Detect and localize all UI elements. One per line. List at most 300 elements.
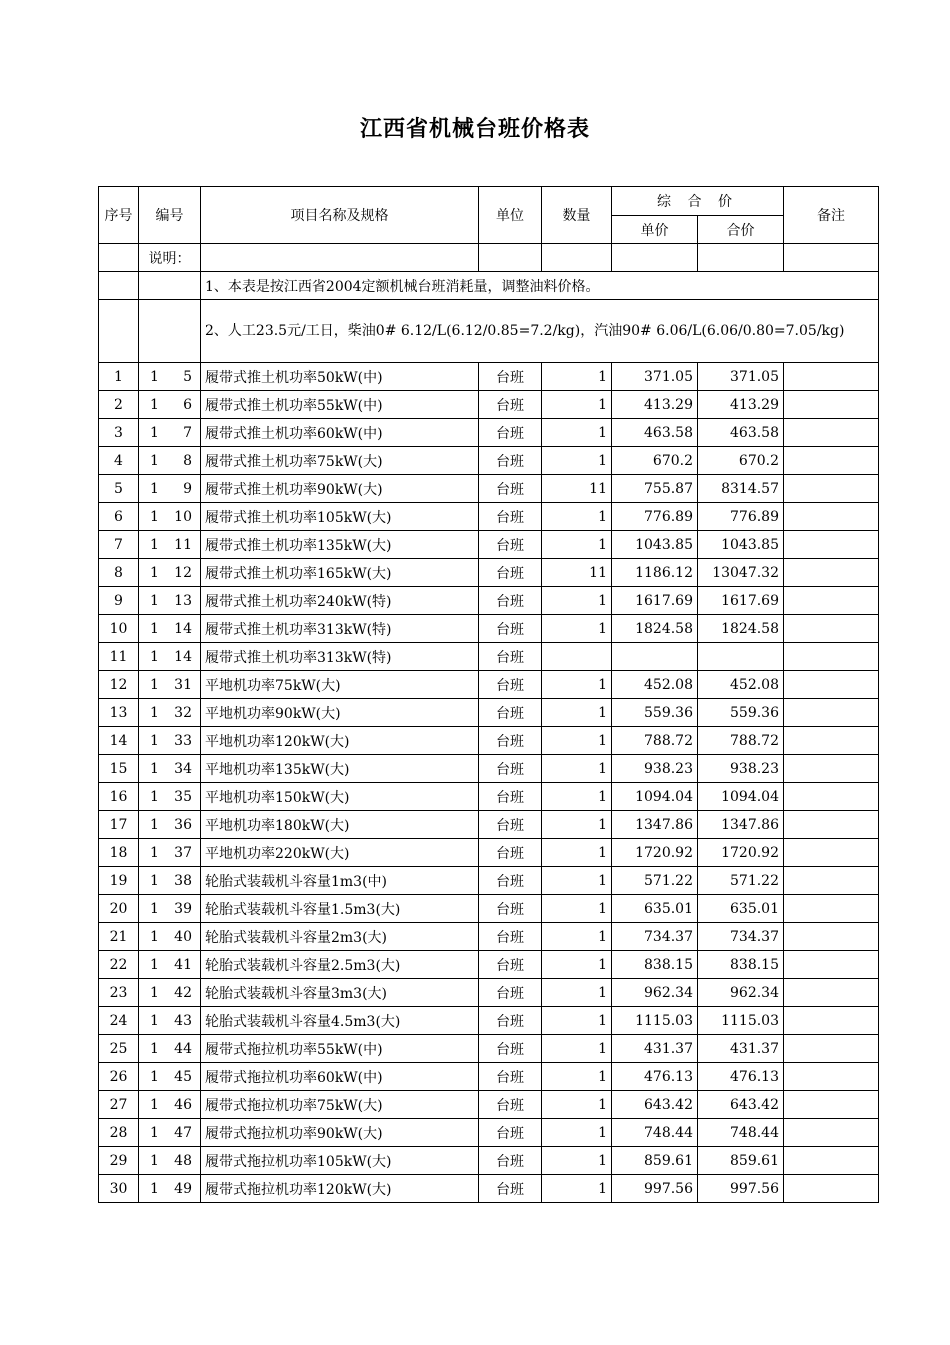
cell-seq: 26 [99, 1063, 139, 1091]
cell-name: 平地机功率120kW(大) [201, 727, 479, 755]
cell-remark [784, 1035, 879, 1063]
cell-unit-price: 1720.92 [612, 839, 698, 867]
notes-label-row [99, 244, 879, 272]
cell-seq: 20 [99, 895, 139, 923]
cell-seq: 8 [99, 559, 139, 587]
cell-qty: 1 [542, 783, 612, 811]
cell-name: 履带式推土机功率55kW(中) [201, 391, 479, 419]
cell-code [139, 1063, 201, 1091]
table-row [99, 727, 879, 755]
code-item: 14 [174, 620, 192, 637]
code-chapter: 1 [150, 1152, 159, 1169]
cell-code [139, 755, 201, 783]
cell-unit: 台班 [479, 755, 542, 783]
cell-total-price: 788.72 [698, 727, 784, 755]
table-row [99, 1063, 879, 1091]
cell-seq: 11 [99, 643, 139, 671]
cell-name: 履带式拖拉机功率105kW(大) [201, 1147, 479, 1175]
cell-unit-price: 1094.04 [612, 783, 698, 811]
table-row [99, 643, 879, 671]
cell-total-price: 371.05 [698, 363, 784, 391]
cell-qty: 1 [542, 755, 612, 783]
cell-code [139, 531, 201, 559]
table-row [99, 531, 879, 559]
cell-unit-price [612, 643, 698, 671]
cell-qty: 1 [542, 895, 612, 923]
cell-name: 履带式推土机功率50kW(中) [201, 363, 479, 391]
code-chapter: 1 [150, 1124, 159, 1141]
cell-remark [784, 643, 879, 671]
table-row [99, 1147, 879, 1175]
cell-unit-price: 643.42 [612, 1091, 698, 1119]
cell-code [139, 1091, 201, 1119]
cell-remark [784, 895, 879, 923]
cell-unit: 台班 [479, 811, 542, 839]
cell-seq: 3 [99, 419, 139, 447]
cell-code [139, 1035, 201, 1063]
cell-seq: 17 [99, 811, 139, 839]
code-chapter: 1 [150, 676, 159, 693]
code-item: 7 [183, 424, 192, 441]
cell-name: 平地机功率220kW(大) [201, 839, 479, 867]
cell-code [139, 559, 201, 587]
cell-name: 轮胎式装载机斗容量1m3(中) [201, 867, 479, 895]
table-row [99, 1119, 879, 1147]
table-row [99, 755, 879, 783]
table-row [99, 1007, 879, 1035]
cell-name: 轮胎式装载机斗容量4.5m3(大) [201, 1007, 479, 1035]
cell-qty: 1 [542, 699, 612, 727]
cell-unit: 台班 [479, 1007, 542, 1035]
cell-total-price: 997.56 [698, 1175, 784, 1203]
cell-qty: 1 [542, 811, 612, 839]
cell-total-price: 748.44 [698, 1119, 784, 1147]
code-chapter: 1 [150, 564, 159, 581]
header-seq: 序号 [99, 187, 139, 244]
cell-total-price: 643.42 [698, 1091, 784, 1119]
cell-unit-price: 788.72 [612, 727, 698, 755]
cell-name: 履带式拖拉机功率55kW(中) [201, 1035, 479, 1063]
cell-code [139, 839, 201, 867]
code-chapter: 1 [150, 424, 159, 441]
table-row [99, 1035, 879, 1063]
notes-line-2: 2、人工23.5元/工日，柴油0# 6.12/L(6.12/0.85=7.2/kg)，汽油90# 6.06/L(6.06/0.80=7.05/kg) [201, 300, 879, 363]
cell-total-price: 571.22 [698, 867, 784, 895]
cell-code [139, 671, 201, 699]
cell-unit-price: 734.37 [612, 923, 698, 951]
cell-qty: 11 [542, 559, 612, 587]
cell-total-price: 734.37 [698, 923, 784, 951]
cell-seq: 7 [99, 531, 139, 559]
cell-seq: 10 [99, 615, 139, 643]
cell-total-price: 670.2 [698, 447, 784, 475]
cell-code [139, 587, 201, 615]
table-row [99, 615, 879, 643]
cell-seq: 23 [99, 979, 139, 1007]
cell-unit-price: 748.44 [612, 1119, 698, 1147]
cell-remark [784, 783, 879, 811]
cell-remark [784, 951, 879, 979]
cell-remark [784, 1175, 879, 1203]
cell-remark [784, 839, 879, 867]
cell-remark [784, 447, 879, 475]
cell-name: 履带式推土机功率240kW(特) [201, 587, 479, 615]
cell-name: 轮胎式装载机斗容量2.5m3(大) [201, 951, 479, 979]
cell-remark [784, 923, 879, 951]
cell-qty: 1 [542, 615, 612, 643]
cell-name: 履带式推土机功率90kW(大) [201, 475, 479, 503]
cell-seq: 29 [99, 1147, 139, 1175]
cell-unit: 台班 [479, 671, 542, 699]
header-code: 编号 [139, 187, 201, 244]
cell-remark [784, 531, 879, 559]
code-item: 32 [174, 704, 192, 721]
cell-qty: 1 [542, 671, 612, 699]
code-item: 46 [174, 1096, 192, 1113]
cell-total-price: 1824.58 [698, 615, 784, 643]
cell-unit: 台班 [479, 979, 542, 1007]
code-chapter: 1 [150, 844, 159, 861]
cell-total-price: 1720.92 [698, 839, 784, 867]
cell-unit: 台班 [479, 727, 542, 755]
cell-qty: 1 [542, 1007, 612, 1035]
code-chapter: 1 [150, 1180, 159, 1197]
cell-qty [542, 643, 612, 671]
cell-unit: 台班 [479, 643, 542, 671]
cell-unit-price: 571.22 [612, 867, 698, 895]
code-chapter: 1 [150, 648, 159, 665]
cell-qty: 1 [542, 447, 612, 475]
cell-seq: 5 [99, 475, 139, 503]
cell-unit: 台班 [479, 867, 542, 895]
cell-unit-price: 962.34 [612, 979, 698, 1007]
cell-unit-price: 1347.86 [612, 811, 698, 839]
cell-seq: 1 [99, 363, 139, 391]
code-item: 49 [174, 1180, 192, 1197]
code-chapter: 1 [150, 1040, 159, 1057]
cell-unit-price: 463.58 [612, 419, 698, 447]
header-unit: 单位 [479, 187, 542, 244]
cell-qty: 1 [542, 839, 612, 867]
cell-unit: 台班 [479, 419, 542, 447]
table-row [99, 1091, 879, 1119]
cell-total-price: 559.36 [698, 699, 784, 727]
cell-remark [784, 1007, 879, 1035]
table-row [99, 391, 879, 419]
cell-qty: 1 [542, 503, 612, 531]
cell-unit: 台班 [479, 783, 542, 811]
cell-qty: 11 [542, 475, 612, 503]
cell-code [139, 1175, 201, 1203]
code-item: 37 [174, 844, 192, 861]
cell-name: 履带式拖拉机功率75kW(大) [201, 1091, 479, 1119]
cell-unit-price: 755.87 [612, 475, 698, 503]
cell-total-price: 1617.69 [698, 587, 784, 615]
cell-unit: 台班 [479, 839, 542, 867]
header-remark: 备注 [784, 187, 879, 244]
cell-name: 履带式推土机功率313kW(特) [201, 643, 479, 671]
cell-code [139, 391, 201, 419]
cell-total-price: 1347.86 [698, 811, 784, 839]
cell-qty: 1 [542, 951, 612, 979]
cell-unit-price: 1617.69 [612, 587, 698, 615]
cell-remark [784, 559, 879, 587]
cell-name: 轮胎式装载机斗容量2m3(大) [201, 923, 479, 951]
cell-total-price: 776.89 [698, 503, 784, 531]
cell-total-price: 431.37 [698, 1035, 784, 1063]
cell-name: 履带式推土机功率105kW(大) [201, 503, 479, 531]
cell-qty: 1 [542, 1175, 612, 1203]
code-item: 6 [183, 396, 192, 413]
cell-code [139, 951, 201, 979]
code-chapter: 1 [150, 452, 159, 469]
code-chapter: 1 [150, 816, 159, 833]
cell-unit-price: 1186.12 [612, 559, 698, 587]
cell-seq: 19 [99, 867, 139, 895]
cell-remark [784, 615, 879, 643]
code-chapter: 1 [150, 1096, 159, 1113]
cell-name: 履带式拖拉机功率60kW(中) [201, 1063, 479, 1091]
code-item: 45 [174, 1068, 192, 1085]
cell-code [139, 867, 201, 895]
cell-name: 平地机功率75kW(大) [201, 671, 479, 699]
cell-code [139, 1119, 201, 1147]
cell-seq: 9 [99, 587, 139, 615]
code-chapter: 1 [150, 900, 159, 917]
cell-unit-price: 635.01 [612, 895, 698, 923]
cell-code [139, 699, 201, 727]
cell-unit: 台班 [479, 895, 542, 923]
cell-seq: 28 [99, 1119, 139, 1147]
cell-unit: 台班 [479, 615, 542, 643]
cell-name: 履带式拖拉机功率90kW(大) [201, 1119, 479, 1147]
cell-name: 履带式推土机功率60kW(中) [201, 419, 479, 447]
cell-name: 平地机功率135kW(大) [201, 755, 479, 783]
code-item: 48 [174, 1152, 192, 1169]
code-chapter: 1 [150, 592, 159, 609]
cell-total-price: 476.13 [698, 1063, 784, 1091]
cell-qty: 1 [542, 363, 612, 391]
cell-qty: 1 [542, 1091, 612, 1119]
cell-unit: 台班 [479, 391, 542, 419]
cell-remark [784, 1119, 879, 1147]
cell-unit-price: 559.36 [612, 699, 698, 727]
code-item: 9 [183, 480, 192, 497]
cell-qty: 1 [542, 1063, 612, 1091]
cell-qty: 1 [542, 867, 612, 895]
table-row [99, 671, 879, 699]
code-chapter: 1 [150, 1068, 159, 1085]
cell-remark [784, 811, 879, 839]
table-row [99, 1175, 879, 1203]
header-qty: 数量 [542, 187, 612, 244]
cell-name: 轮胎式装载机斗容量3m3(大) [201, 979, 479, 1007]
cell-total-price: 413.29 [698, 391, 784, 419]
code-item: 39 [174, 900, 192, 917]
cell-qty: 1 [542, 1119, 612, 1147]
cell-unit: 台班 [479, 1175, 542, 1203]
cell-unit-price: 371.05 [612, 363, 698, 391]
cell-unit: 台班 [479, 475, 542, 503]
cell-qty: 1 [542, 531, 612, 559]
code-chapter: 1 [150, 1012, 159, 1029]
table-row [99, 475, 879, 503]
code-item: 13 [174, 592, 192, 609]
cell-unit: 台班 [479, 587, 542, 615]
cell-code [139, 783, 201, 811]
cell-qty: 1 [542, 391, 612, 419]
cell-unit: 台班 [479, 1035, 542, 1063]
code-item: 36 [174, 816, 192, 833]
cell-unit-price: 838.15 [612, 951, 698, 979]
cell-total-price: 1115.03 [698, 1007, 784, 1035]
code-chapter: 1 [150, 704, 159, 721]
cell-code [139, 615, 201, 643]
cell-total-price: 859.61 [698, 1147, 784, 1175]
cell-remark [784, 699, 879, 727]
table-header [99, 187, 879, 244]
cell-name: 平地机功率150kW(大) [201, 783, 479, 811]
cell-unit: 台班 [479, 1147, 542, 1175]
cell-remark [784, 1063, 879, 1091]
cell-name: 履带式推土机功率165kW(大) [201, 559, 479, 587]
table-row [99, 447, 879, 475]
cell-unit-price: 776.89 [612, 503, 698, 531]
table-row [99, 363, 879, 391]
cell-code [139, 447, 201, 475]
cell-seq: 21 [99, 923, 139, 951]
cell-unit-price: 413.29 [612, 391, 698, 419]
code-chapter: 1 [150, 984, 159, 1001]
cell-remark [784, 587, 879, 615]
cell-code [139, 923, 201, 951]
cell-total-price: 838.15 [698, 951, 784, 979]
code-item: 34 [174, 760, 192, 777]
code-item: 42 [174, 984, 192, 1001]
cell-code [139, 1007, 201, 1035]
table-row [99, 895, 879, 923]
code-item: 40 [174, 928, 192, 945]
cell-remark [784, 1091, 879, 1119]
cell-unit-price: 997.56 [612, 1175, 698, 1203]
cell-remark [784, 363, 879, 391]
cell-seq: 13 [99, 699, 139, 727]
cell-seq: 30 [99, 1175, 139, 1203]
header-name: 项目名称及规格 [201, 187, 479, 244]
table-row [99, 503, 879, 531]
cell-unit: 台班 [479, 1119, 542, 1147]
cell-remark [784, 391, 879, 419]
cell-name: 轮胎式装载机斗容量1.5m3(大) [201, 895, 479, 923]
cell-remark [784, 727, 879, 755]
cell-seq: 12 [99, 671, 139, 699]
cell-qty: 1 [542, 727, 612, 755]
cell-unit-price: 452.08 [612, 671, 698, 699]
cell-unit-price: 938.23 [612, 755, 698, 783]
cell-unit-price: 476.13 [612, 1063, 698, 1091]
cell-seq: 22 [99, 951, 139, 979]
cell-unit: 台班 [479, 531, 542, 559]
code-chapter: 1 [150, 396, 159, 413]
cell-remark [784, 419, 879, 447]
cell-code [139, 979, 201, 1007]
cell-unit-price: 431.37 [612, 1035, 698, 1063]
code-item: 14 [174, 648, 192, 665]
cell-seq: 24 [99, 1007, 139, 1035]
code-chapter: 1 [150, 928, 159, 945]
table-row [99, 699, 879, 727]
table-row [99, 419, 879, 447]
code-item: 11 [174, 536, 192, 553]
cell-name: 履带式推土机功率313kW(特) [201, 615, 479, 643]
table-body [99, 244, 879, 1203]
cell-total-price: 452.08 [698, 671, 784, 699]
cell-code [139, 811, 201, 839]
cell-seq: 16 [99, 783, 139, 811]
table-row [99, 811, 879, 839]
cell-unit-price: 859.61 [612, 1147, 698, 1175]
code-chapter: 1 [150, 536, 159, 553]
code-chapter: 1 [150, 368, 159, 385]
price-table [98, 186, 879, 1203]
cell-unit-price: 1115.03 [612, 1007, 698, 1035]
cell-unit: 台班 [479, 1091, 542, 1119]
cell-seq: 27 [99, 1091, 139, 1119]
cell-unit: 台班 [479, 503, 542, 531]
code-item: 8 [183, 452, 192, 469]
cell-remark [784, 755, 879, 783]
page-title: 江西省机械台班价格表 [359, 117, 590, 142]
cell-seq: 2 [99, 391, 139, 419]
code-item: 47 [174, 1124, 192, 1141]
table-row [99, 923, 879, 951]
cell-qty: 1 [542, 587, 612, 615]
code-chapter: 1 [150, 620, 159, 637]
cell-seq: 15 [99, 755, 139, 783]
code-chapter: 1 [150, 760, 159, 777]
cell-code [139, 503, 201, 531]
cell-code [139, 419, 201, 447]
cell-total-price: 13047.32 [698, 559, 784, 587]
cell-unit-price: 1824.58 [612, 615, 698, 643]
cell-seq: 18 [99, 839, 139, 867]
code-item: 41 [174, 956, 192, 973]
cell-total-price [698, 643, 784, 671]
table-row [99, 559, 879, 587]
code-item: 31 [174, 676, 192, 693]
cell-seq: 6 [99, 503, 139, 531]
cell-name: 平地机功率180kW(大) [201, 811, 479, 839]
cell-remark [784, 867, 879, 895]
header-unit-price: 单价 [612, 216, 698, 244]
header-total-price: 合价 [698, 216, 784, 244]
cell-unit: 台班 [479, 559, 542, 587]
cell-remark [784, 671, 879, 699]
code-chapter: 1 [150, 508, 159, 525]
cell-code [139, 643, 201, 671]
cell-unit: 台班 [479, 363, 542, 391]
code-item: 35 [174, 788, 192, 805]
cell-name: 履带式拖拉机功率120kW(大) [201, 1175, 479, 1203]
cell-total-price: 635.01 [698, 895, 784, 923]
code-chapter: 1 [150, 788, 159, 805]
cell-unit-price: 670.2 [612, 447, 698, 475]
cell-qty: 1 [542, 923, 612, 951]
cell-qty: 1 [542, 1147, 612, 1175]
code-chapter: 1 [150, 732, 159, 749]
cell-qty: 1 [542, 1035, 612, 1063]
code-item: 5 [183, 368, 192, 385]
